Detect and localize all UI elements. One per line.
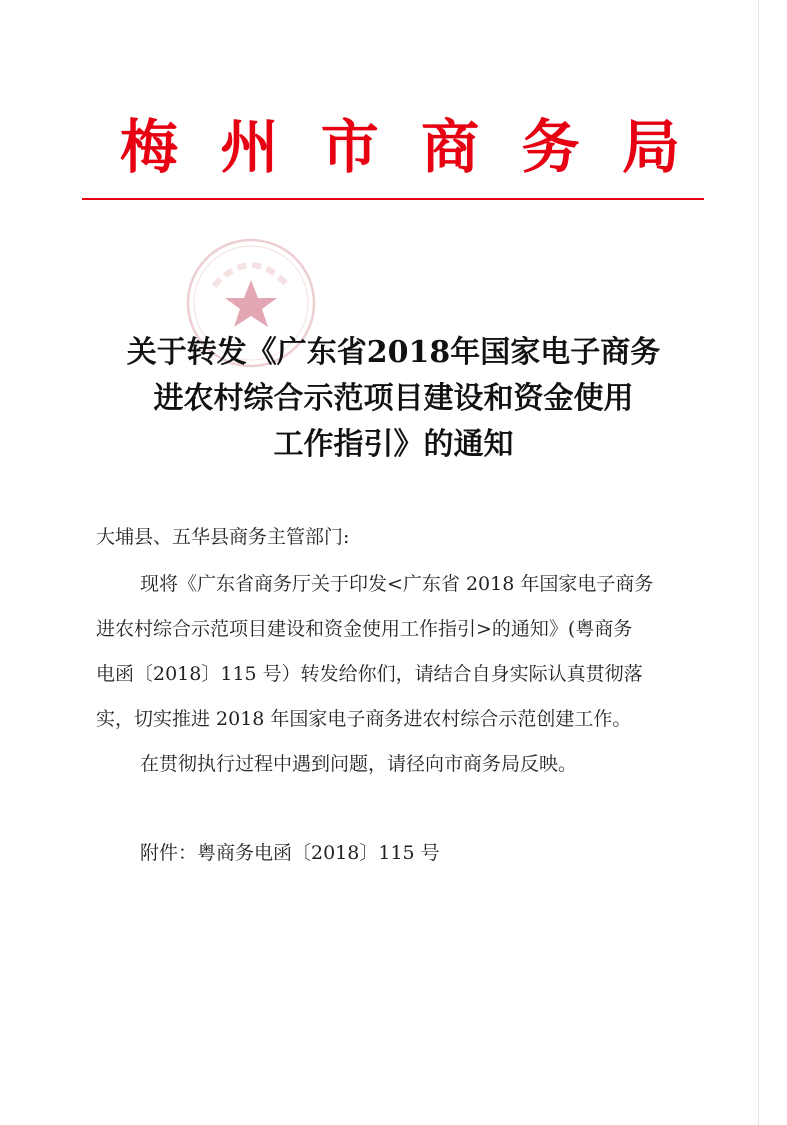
paragraph-line: 实，切实推进 2018 年国家电子商务进农村综合示范创建工作。 [96,708,632,730]
body-paragraph-1 [96,562,706,742]
paragraph-line: 进农村综合示范项目建设和资金使用工作指引>的通知》(粤商务 [96,618,633,640]
title-line: 工作指引》的通知 [273,427,514,462]
paragraph-line: 电函〔2018〕115 号）转发给你们，请结合自身实际认真贯彻落 [96,663,643,685]
document-title [60,330,727,468]
body-paragraph-2: 在贯彻执行过程中遇到问题，请径向市商务局反映。 [140,753,578,775]
org-char: 商 [421,113,480,181]
attachment-line: 附件：粤商务电函〔2018〕115 号 [140,842,440,864]
org-char: 务 [521,113,580,181]
scan-edge-line [758,0,759,1125]
header-red-rule [82,198,704,200]
org-char: 局 [621,113,680,181]
org-char: 州 [220,113,279,181]
issuing-org-header [120,112,680,182]
paragraph-line: 现将《广东省商务厅关于印发<广东省 2018 年国家电子商务 [140,573,654,595]
salutation: 大埔县、五华县商务主管部门: [96,526,350,548]
org-char: 梅 [120,113,179,181]
title-line: 进农村综合示范项目建设和资金使用 [153,381,634,416]
org-char: 市 [320,113,379,181]
title-line: 关于转发《广东省2018年国家电子商务 [126,335,661,370]
